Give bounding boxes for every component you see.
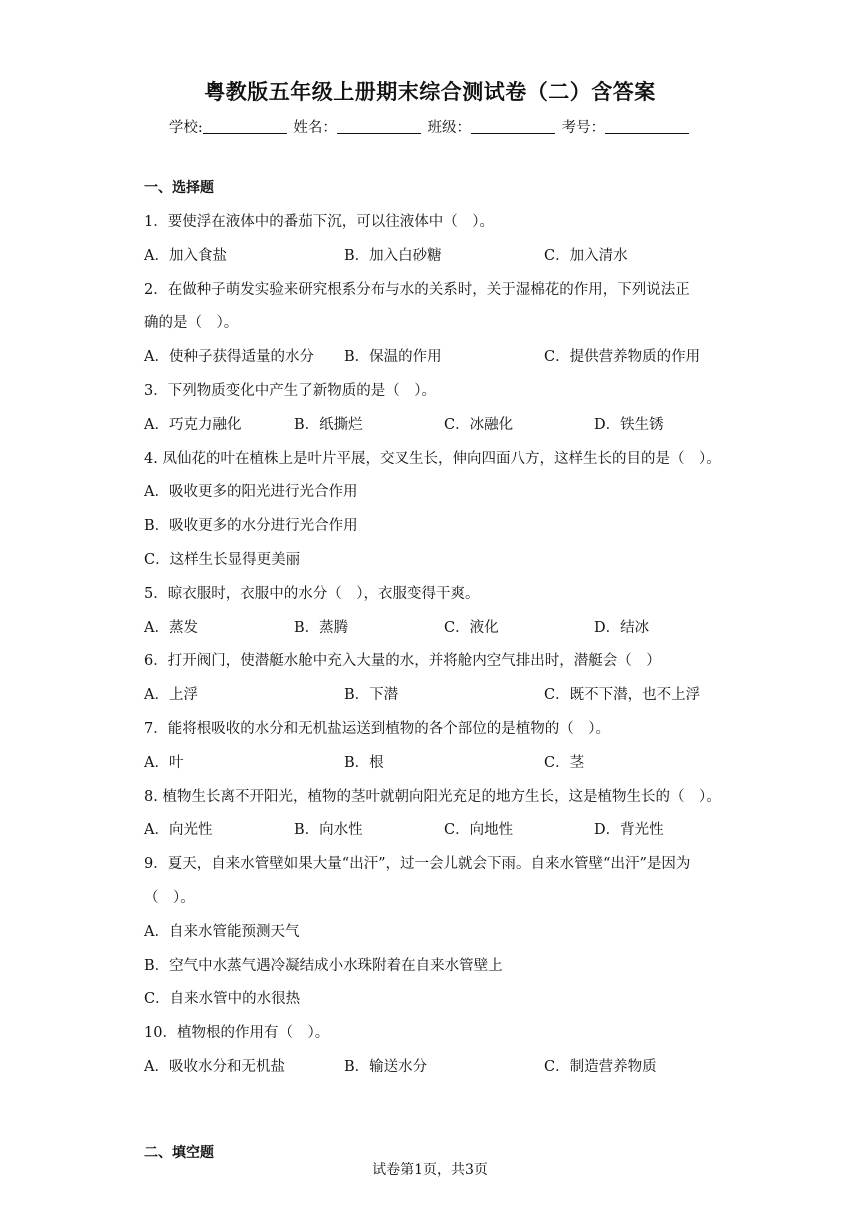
option-c: C．制造营养物质 bbox=[544, 1058, 657, 1075]
option-d: D．结冰 bbox=[594, 619, 650, 636]
name-label: 姓名： bbox=[293, 120, 337, 136]
page-footer: 试卷第1页，共3页 bbox=[372, 1162, 488, 1178]
option-b: B．下潜 bbox=[344, 687, 399, 704]
option-a: A．吸收水分和无机盐 bbox=[144, 1058, 285, 1075]
question-4-option-a: A．吸收更多的阳光进行光合作用 bbox=[144, 484, 358, 501]
question-2-stem-line2: 确的是（ ）。 bbox=[144, 315, 239, 332]
option-d: D．背光性 bbox=[594, 822, 664, 839]
option-c: C．茎 bbox=[544, 754, 585, 771]
question-3-stem: 3．下列物质变化中产生了新物质的是（ ）。 bbox=[144, 382, 436, 399]
class-label: 班级： bbox=[427, 120, 471, 136]
option-c: C．冰融化 bbox=[444, 416, 514, 433]
question-4-option-c: C．这样生长显得更美丽 bbox=[144, 551, 301, 568]
option-c: C．液化 bbox=[444, 619, 499, 636]
question-6-stem: 6．打开阀门，使潜艇水舱中充入大量的水，并将舱内空气排出时，潜艇会（ ） bbox=[144, 653, 661, 670]
option-b: B．纸撕烂 bbox=[294, 416, 363, 433]
school-blank bbox=[203, 119, 287, 134]
option-b: B．蒸腾 bbox=[294, 619, 349, 636]
exam-content bbox=[144, 178, 724, 1177]
school-label: 学校: bbox=[168, 120, 203, 136]
option-a: A．蒸发 bbox=[144, 619, 198, 636]
question-1-options bbox=[144, 246, 724, 280]
question-9-option-a: A．自来水管能预测天气 bbox=[144, 923, 300, 940]
option-c: C．加入清水 bbox=[544, 247, 628, 264]
question-4-stem: 4. 凤仙花的叶在植株上是叶片平展，交叉生长，伸向四面八方，这样生长的目的是（ ）。 bbox=[144, 450, 721, 467]
question-8-options bbox=[144, 820, 724, 854]
option-b: B．加入白砂糖 bbox=[344, 247, 442, 264]
section-heading-fill-blank: 二、填空题 bbox=[144, 1144, 214, 1161]
question-9-stem-line2: （ ）。 bbox=[144, 889, 195, 906]
option-a: A．加入食盐 bbox=[144, 247, 227, 264]
option-b: B．保温的作用 bbox=[344, 349, 442, 366]
question-9-option-b: B．空气中水蒸气遇冷凝结成小水珠附着在自来水管壁上 bbox=[144, 957, 503, 974]
option-b: B．向水性 bbox=[294, 822, 363, 839]
question-5-options bbox=[144, 618, 724, 652]
option-a: A．叶 bbox=[144, 754, 184, 771]
question-2-stem-line1: 2．在做种子萌发实验来研究根系分布与水的关系时，关于湿棉花的作用，下列说法正 bbox=[144, 281, 690, 298]
question-9-option-c: C．自来水管中的水很热 bbox=[144, 991, 301, 1008]
option-a: A．使种子获得适量的水分 bbox=[144, 349, 314, 366]
question-7-options bbox=[144, 753, 724, 787]
question-4-option-b: B．吸收更多的水分进行光合作用 bbox=[144, 518, 358, 535]
question-9-stem-line1: 9．夏天，自来水管壁如果大量“出汗”，过一会儿就会下雨。自来水管壁“出汗”是因为 bbox=[144, 856, 691, 873]
question-2-options bbox=[144, 347, 724, 381]
question-5-stem: 5．晾衣服时，衣服中的水分（ ），衣服变得干爽。 bbox=[144, 585, 480, 602]
question-1-stem: 1．要使浮在液体中的番茄下沉，可以往液体中（ ）。 bbox=[144, 214, 494, 230]
student-info-line bbox=[0, 116, 860, 137]
question-10-options bbox=[144, 1057, 724, 1091]
question-8-stem: 8. 植物生长离不开阳光，植物的茎叶就朝向阳光充足的地方生长，这是植物生长的（ ）。 bbox=[144, 788, 721, 805]
section-spacer bbox=[144, 1091, 724, 1143]
option-c: C．提供营养物质的作用 bbox=[544, 349, 701, 366]
option-a: A．向光性 bbox=[144, 822, 213, 839]
question-7-stem: 7．能将根吸收的水分和无机盐运送到植物的各个部位的是植物的（ ）。 bbox=[144, 720, 610, 737]
option-a: A．上浮 bbox=[144, 687, 198, 704]
exam-no-blank bbox=[605, 119, 689, 134]
exam-no-label: 考号： bbox=[561, 120, 606, 136]
option-b: B．输送水分 bbox=[344, 1058, 428, 1075]
option-d: D．铁生锈 bbox=[594, 416, 664, 433]
name-blank bbox=[337, 119, 421, 134]
option-c: C．既不下潜，也不上浮 bbox=[544, 687, 701, 704]
question-3-options bbox=[144, 415, 724, 449]
section-heading-choice: 一、选择题 bbox=[144, 180, 214, 196]
question-6-options bbox=[144, 685, 724, 719]
option-a: A．巧克力融化 bbox=[144, 416, 242, 433]
option-b: B．根 bbox=[344, 754, 384, 771]
exam-title: 粤教版五年级上册期末综合测试卷（二）含答案 bbox=[204, 80, 656, 104]
question-10-stem: 10．植物根的作用有（ ）。 bbox=[144, 1025, 330, 1042]
class-blank bbox=[471, 119, 555, 134]
option-c: C．向地性 bbox=[444, 822, 514, 839]
